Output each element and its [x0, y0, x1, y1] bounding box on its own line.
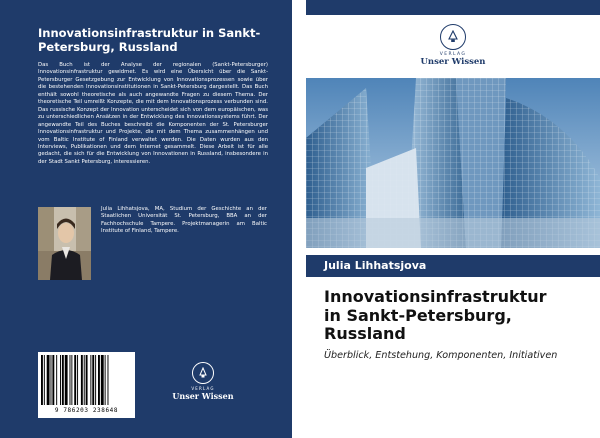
barcode-bar [108, 355, 109, 405]
publisher-logo-back [170, 362, 236, 401]
book-subtitle: Überblick, Entstehung, Komponenten, Initiativen [324, 350, 558, 361]
barcode-bar [62, 355, 64, 405]
barcode-bar [77, 355, 78, 405]
barcode-bar [92, 355, 94, 405]
barcode-bar [71, 355, 72, 405]
author-bio: Julia Lihhatsjova, MA, Studium der Geschichte an der Staatlichen Universität St. Petersburg, BBA an der Fachhochschule Tampere. Projektmanagerin am Baltic Institute of Finland, Tampere. [101, 206, 267, 234]
author-name: Julia Lihhatsjova [324, 259, 427, 272]
barcode-bar [105, 355, 106, 405]
isbn-barcode [38, 352, 135, 418]
publisher-logo-front [403, 24, 503, 67]
author-band [306, 255, 600, 277]
barcode-bar [101, 355, 104, 405]
barcode-bar [70, 355, 71, 405]
barcode-bar [60, 355, 61, 405]
back-cover-title: Innovationsinfrastruktur in Sankt-Petersburg, Russland [38, 26, 261, 54]
isbn-number: 9 786203 238648 [54, 407, 119, 414]
publisher-verlag: VERLAG [439, 52, 467, 57]
lamp-logo-icon [440, 24, 466, 50]
barcode-bar [98, 355, 100, 405]
back-cover-blurb: Das Buch ist der Analyse der regionalen (Sankt-Petersburger) Innovationsinfrastruktur gewidmet. Es wird eine Übersicht über die Sankt-Petersburger Gesetzgebung zur Entwicklung von Innovationsprozessen sowie über die bestehenden Innovationsinstitutionen in Sankt-Petersburg dargestellt. Das Buch enthält sowohl theoretische als auch angewandte Fragen zu diesem Thema. Der theoretische Teil umreißt Konzepte, die mit dem Innovationsprozess verbunden sind. Das russische Konzept der Innovation unterscheidet sich von dem europäischen, was zu unterschiedlichen Ansätzen in der Entwicklung des Innovationssystems führt. Der angewandte Teil des Buches beschreibt die Komponenten der St. Petersburger Innovationsinfrastruktur und Projekte, die mit dem Thema zusammenhängen und vom Baltic Institute of Finland verwaltet werden. Die Daten wurden aus den Interviews, Publikationen und dem Internet gesammelt. Diese Arbeit ist für alle gedacht, die sich für die Entwicklung von Innovationen in Russland, insbesondere in der Stadt Sankt Petersburg, interessieren. [38, 62, 268, 165]
barcode-bar [65, 355, 68, 405]
publisher-name: Unser Wissen [172, 391, 234, 401]
publisher-verlag: VERLAG [191, 386, 215, 391]
barcode-bar [74, 355, 76, 405]
lamp-logo-icon [192, 362, 214, 384]
barcode-bar [51, 355, 52, 405]
barcode-bar [95, 355, 96, 405]
barcode-bar [52, 355, 54, 405]
front-cover [306, 0, 600, 438]
barcode-bar [56, 355, 57, 405]
barcode-bar [41, 355, 43, 405]
book-title: Innovationsinfrastruktur in Sankt-Petersburg, Russland [324, 287, 547, 343]
barcode-bar [86, 355, 88, 405]
front-top-bar [306, 0, 600, 15]
back-cover [0, 0, 292, 438]
book-spine [292, 0, 306, 438]
publisher-name: Unser Wissen [420, 57, 486, 67]
barcode-bar [47, 355, 50, 405]
barcode-bar [84, 355, 85, 405]
author-photo [38, 207, 91, 280]
barcode-bar [81, 355, 83, 405]
skyscraper-photo [306, 78, 600, 248]
barcode-bar [90, 355, 91, 405]
barcode-bar [44, 355, 45, 405]
